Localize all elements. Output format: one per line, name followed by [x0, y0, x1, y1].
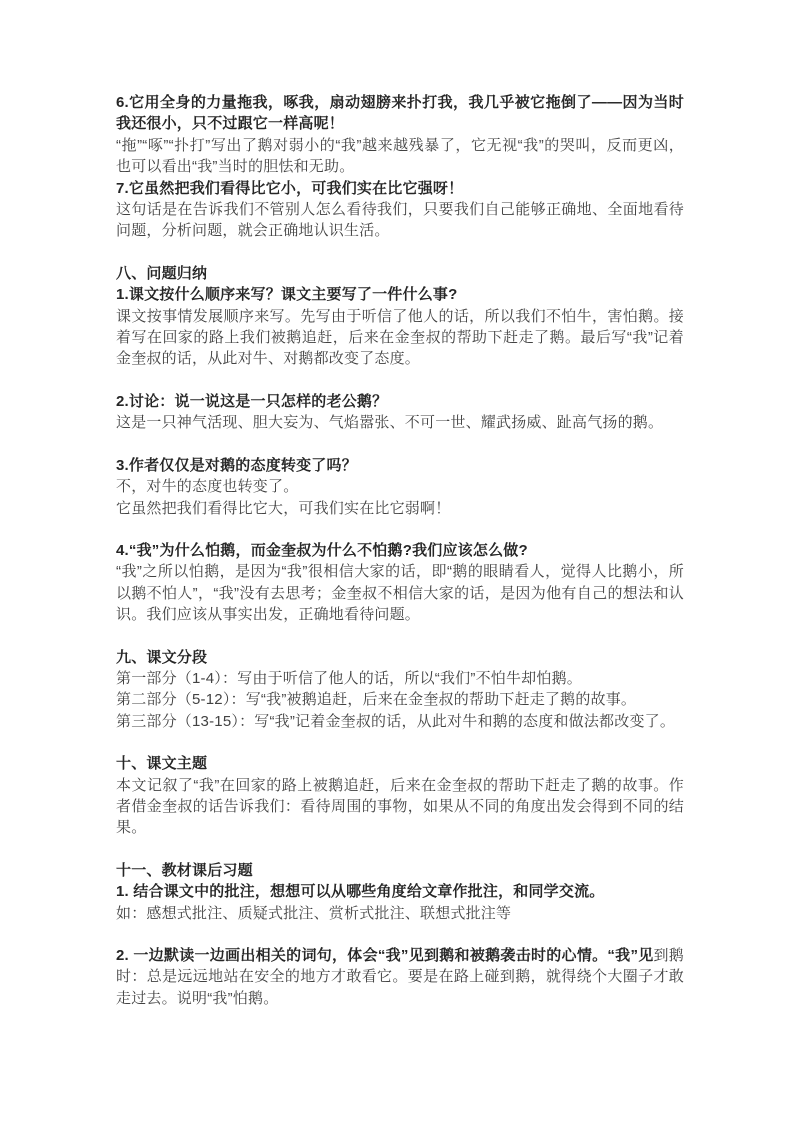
bold-text-segment: 十、课文主题 — [116, 755, 208, 773]
text-segment: 不，对牛的态度也转变了。 — [116, 478, 299, 496]
text-segment: 到鹅时：总是远远地站在安全的地方才敢看它。要是在路上碰到鹅，就得绕个大圈子才敢走过去。说明“我”怕鹅。 — [116, 947, 684, 1007]
part-3 — [116, 711, 684, 732]
bold-text-segment: 十一、教材课后习题 — [116, 861, 253, 879]
part-2 — [116, 689, 684, 710]
part-1 — [116, 668, 684, 689]
q4-answer — [116, 561, 684, 625]
theme-text — [116, 775, 684, 839]
text-segment: “我”之所以怕鹅，是因为“我”很相信大家的话，即“鹅的眼睛看人，觉得人比鹅小，所以鹅不怕人”，“我”没有去思考；金奎叔不相信大家的话，是因为他有自己的想法和认识。我们应该从事实出发，正确地看待问题。 — [116, 563, 684, 624]
q2-question — [116, 391, 684, 412]
document-body — [116, 92, 684, 1009]
exercise-1-question — [116, 881, 684, 902]
bold-text-segment: 1.课文按什么顺序来写？课文主要写了一件什么事? — [116, 286, 458, 304]
q1-question — [116, 284, 684, 305]
text-segment: 本文记叙了“我”在回家的路上被鹅追赶，后来在金奎叔的帮助下赶走了鹅的故事。作者借金奎叔的话告诉我们：看待周围的事物，如果从不同的角度出发会得到不同的结果。 — [116, 776, 684, 837]
text-segment: “拖”“啄”“扑打”写出了鹅对弱小的“我”越来越残暴了，它无视“我”的哭叫，反而更凶，也可以看出“我”当时的胆怯和无助。 — [116, 136, 684, 176]
q3-question — [116, 455, 684, 476]
section-11-title — [116, 860, 684, 881]
text-segment: 如：感想式批注、质疑式批注、赏析式批注、联想式批注等 — [116, 904, 512, 922]
bold-text-segment: 3.作者仅仅是对鹅的态度转变了吗？ — [116, 456, 357, 474]
sentence-7-heading — [116, 178, 684, 199]
bold-text-segment: 7.它虽然把我们看得比它小，可我们实在比它强呀！ — [116, 179, 464, 197]
exercise-2 — [116, 945, 684, 1009]
q3-answer-line1 — [116, 476, 684, 497]
bold-text-segment: 八、问题归纳 — [116, 264, 208, 282]
text-segment: 这是一只神气活现、胆大妄为、气焰嚣张、不可一世、耀武扬威、趾高气扬的鹅。 — [116, 414, 664, 432]
exercise-1-answer — [116, 903, 684, 924]
bold-text-segment: 2.讨论：说一说这是一只怎样的老公鹅？ — [116, 392, 388, 410]
q1-answer — [116, 306, 684, 370]
bold-text-segment: 九、课文分段 — [116, 648, 208, 666]
text-segment: 第一部分（1-4）：写由于听信了他人的话，所以“我们”不怕牛却怕鹅。 — [116, 669, 582, 687]
section-9-title — [116, 647, 684, 668]
q4-question — [116, 540, 684, 561]
text-segment: 第三部分（13-15）：写“我”记着金奎叔的话，从此对牛和鹅的态度和做法都改变了。 — [116, 712, 676, 730]
section-10-title — [116, 753, 684, 774]
text-segment: 这句话是在告诉我们不管别人怎么看待我们，只要我们自己能够正确地、全面地看待问题，分析问题，就会正确地认识生活。 — [116, 201, 684, 240]
text-segment: 第二部分（5-12）：写“我”被鹅追赶，后来在金奎叔的帮助下赶走了鹅的故事。 — [116, 691, 637, 709]
q2-answer — [116, 412, 684, 433]
sentence-6-heading — [116, 92, 684, 135]
bold-text-segment: 2. 一边默读一边画出相关的词句，体会“我”见到鹅和被鹅袭击时的心情。“我”见 — [116, 947, 654, 964]
bold-text-segment: 6.它用全身的力量拖我，啄我，扇动翅膀来扑打我，我几乎被它拖倒了——因为当时我还很小，只不过跟它一样高呢！ — [116, 94, 684, 133]
text-segment: 课文按事情发展顺序来写。先写由于听信了他人的话，所以我们不怕牛，害怕鹅。接着写在回家的路上我们被鹅追赶，后来在金奎叔的帮助下赶走了鹅。最后写“我”记着金奎叔的话，从此对牛、对鹅都改变了态度。 — [116, 307, 684, 368]
sentence-6-analysis — [116, 135, 684, 178]
section-8-title — [116, 263, 684, 284]
bold-text-segment: 1. 结合课文中的批注，想想可以从哪些角度给文章作批注，和同学交流。 — [116, 883, 605, 901]
q3-answer-line2 — [116, 498, 684, 519]
bold-text-segment: 4.“我”为什么怕鹅，而金奎叔为什么不怕鹅?我们应该怎么做? — [116, 541, 528, 559]
sentence-7-analysis — [116, 199, 684, 242]
text-segment: 它虽然把我们看得比它大，可我们实在比它弱啊！ — [116, 499, 451, 517]
